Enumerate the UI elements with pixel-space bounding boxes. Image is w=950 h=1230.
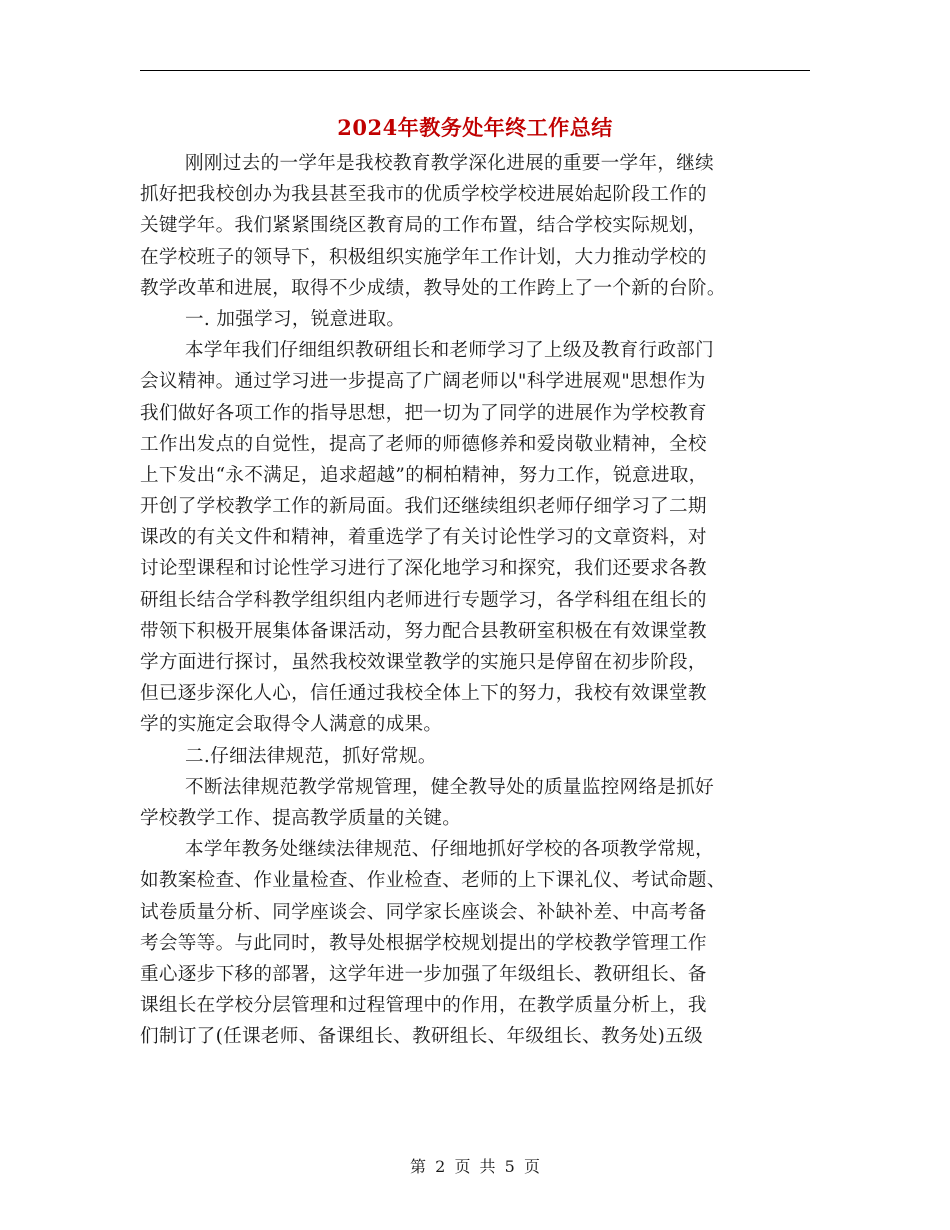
text-line: 抓好把我校创办为我县甚至我市的优质学校学校进展始起阶段工作的 (140, 184, 707, 206)
text-line: 学的实施定会取得令人满意的成果。 (140, 714, 443, 736)
text-line: 关键学年。我们紧紧围绕区教育局的工作布置，结合学校实际规划， (140, 215, 707, 237)
text-line: 刚刚过去的一学年是我校教育教学深化进展的重要一学年，继续 (185, 153, 715, 174)
text-line: 如教案检查、作业量检查、作业检查、老师的上下课礼仪、考试命题、 (140, 870, 726, 892)
text-line: 学校教学工作、提高教学质量的关键。 (140, 807, 462, 829)
text-line: 本学年教务处继续法律规范、仔细地抓好学校的各项教学常规， (185, 839, 715, 861)
footer-total-pages: 5 (504, 1157, 515, 1176)
text-line: 教学改革和进展，取得不少成绩，教导处的工作跨上了一个新的台阶。 (140, 277, 726, 299)
footer-label-di: 第 (410, 1157, 427, 1176)
text-line: 会议精神。通过学习进一步提高了广阔老师以"科学进展观"思想作为 (140, 371, 706, 393)
text-line: 带领下积极开展集体备课活动，努力配合县教研室积极在有效课堂教 (140, 620, 707, 642)
text-line: 试卷质量分析、同学座谈会、同学家长座谈会、补缺补差、中高考备 (140, 901, 707, 923)
text-line: 重心逐步下移的部署，这学年进一步加强了年级组长、教研组长、备 (140, 963, 707, 985)
text-line: 我们做好各项工作的指导思想，把一切为了同学的进展作为学校教育 (140, 402, 707, 424)
text-line: 课改的有关文件和精神，着重选学了有关讨论性学习的文章资料，对 (140, 527, 707, 549)
text-line: 但已逐步深化人心，信任通过我校全体上下的努力，我校有效课堂教 (140, 683, 707, 705)
text-line: 二.仔细法律规范，抓好常规。 (185, 745, 437, 767)
text-line: 讨论型课程和讨论性学习进行了深化地学习和探究，我们还要求各教 (140, 558, 707, 580)
footer-label-ye2: 页 (523, 1157, 540, 1176)
text-line: 研组长结合学科教学组织组内老师进行专题学习，各学科组在组长的 (140, 589, 707, 611)
text-line: 工作出发点的自觉性，提高了老师的师德修养和爱岗敬业精神，全校 (140, 433, 707, 455)
document-body (140, 148, 812, 1052)
header-rule (140, 70, 810, 71)
page-footer (0, 1154, 950, 1177)
text-line: 上下发出“永不满足，追求超越”的桐柏精神，努力工作，锐意进取， (140, 464, 708, 486)
text-line: 考会等等。与此同时，教导处根据学校规划提出的学校教学管理工作 (140, 932, 707, 954)
text-line: 不断法律规范教学常规管理，健全教导处的质量监控网络是抓好 (185, 776, 715, 798)
footer-label-ye: 页 (454, 1157, 471, 1176)
text-line: 一. 加强学习，锐意进取。 (185, 308, 406, 330)
text-line: 开创了学校教学工作的新局面。我们还继续组织老师仔细学习了二期 (140, 496, 707, 518)
document-title: 2024年教务处年终工作总结 (337, 115, 613, 140)
text-line: 在学校班子的领导下，积极组织实施学年工作计划，大力推动学校的 (140, 246, 707, 268)
text-line: 课组长在学校分层管理和过程管理中的作用，在教学质量分析上，我 (140, 995, 707, 1017)
text-line: 本学年我们仔细组织教研组长和老师学习了上级及教育行政部门 (185, 340, 715, 362)
footer-label-gong: 共 (479, 1157, 496, 1176)
footer-current-page: 2 (435, 1157, 446, 1176)
text-line: 学方面进行探讨，虽然我校效课堂教学的实施只是停留在初步阶段， (140, 652, 707, 673)
text-line: 们制订了(任课老师、备课组长、教研组长、年级组长、教务处)五级 (140, 1026, 704, 1048)
